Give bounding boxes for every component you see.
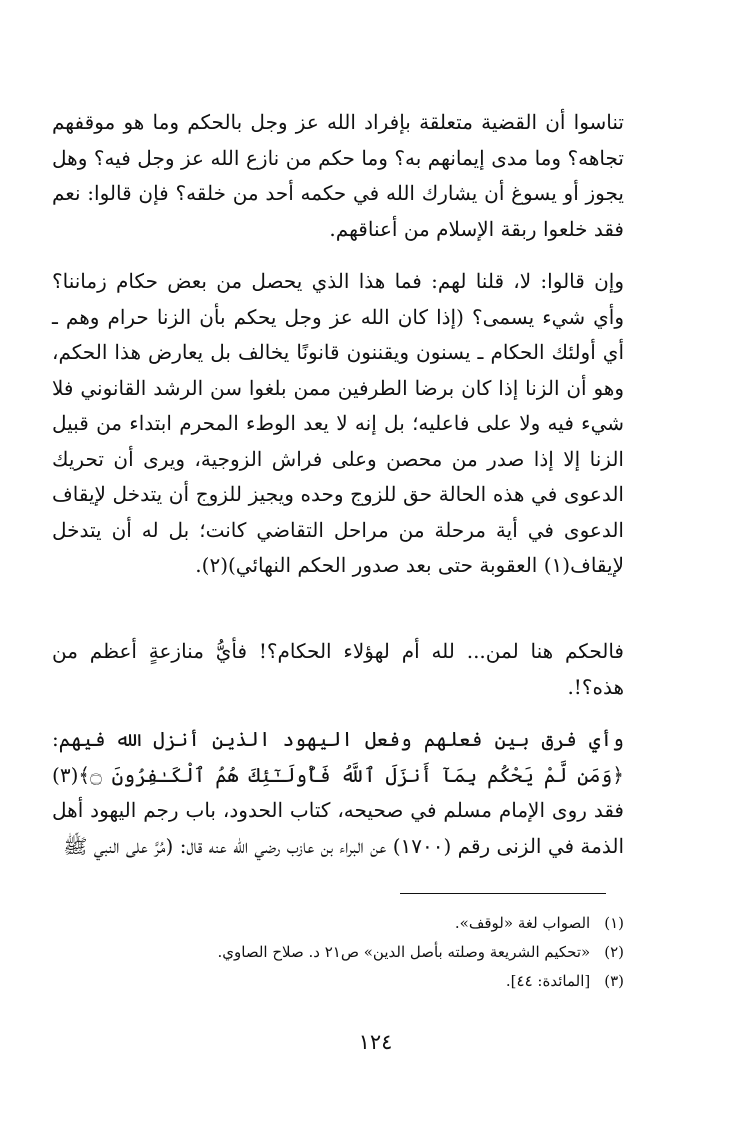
paragraph-4: وأي فرق بين فعلهم وفعل اليهود الذين أنزل الله فيهم: ﴿وَمَن لَّمْ يَحْكُم بِمَآ أَنزَلَ ٱللَّهُ فَأُولَـٰٓئِكَ هُمُ ٱلْكَـٰفِرُونَ ۝﴾(٣) فقد روى الإمام مسلم في صحيحه، كتاب الحدود، باب رجم اليهود أهل الذمة في الزنى رقم (١٧٠٠) عن البراء بن عازب رضي الله عنه قال: (مُرَّ على النبي ﷺ xyxy=(52,727,624,858)
footnote-text: الصواب لغة «لوقف». xyxy=(454,914,591,932)
paragraph-2: وإن قالوا: لا، قلنا لهم: فما هذا الذي يحصل من بعض حكام زماننا؟ وأي شيء يسمى؟ (إذا كان الله عز وجل يحكم بأن الزنا حرام وهم ـ أي أولئك الحكام ـ يسنون ويقننون قانونًا يخالف بل يعارض هذا الحكم، وهو أن الزنا إذا كان برضا الطرفين ممن بلغوا سن الرشد القانوني فلا شيء فيه ولا على فاعليه؛ بل إنه لا يعد الوطء المحرم ابتداء من قبيل الزنا إلا إذا صدر من محصن وعلى فراش الزوجية، ويرى أن تحريك الدعوى في هذه الحالة حق للزوج وحده ويجيز للزوج أن يتدخل لإيقاف الدعوى في أية مرحلة من مراحل التقاضي كانت؛ بل له أن يتدخل لإيقاف(١) العقوبة حتى بعد صدور الحكم النهائي)(٢). xyxy=(52,269,624,577)
footnote-1 xyxy=(52,909,624,938)
footnote-divider xyxy=(400,893,606,894)
footnote-number: (٣) xyxy=(604,972,624,990)
paragraph-3: فالحكم هنا لمن... لله أم لهؤلاء الحكام؟! فأيُّ منازعةٍ أعظم من هذه؟!. xyxy=(52,639,624,699)
footnote-text: «تحكيم الشريعة وصلته بأصل الدين» ص٢١ د. صلاح الصاوي. xyxy=(217,943,591,961)
page-number: ١٢٤ xyxy=(358,1030,393,1054)
paragraph-1: تناسوا أن القضية متعلقة بإفراد الله عز وجل بالحكم وما هو موقفهم تجاهه؟ وما مدى إيمانهم به؟ وما حكم من نازع الله عز وجل فيه؟ وهل يجوز أو يسوغ أن يشارك الله في حكمه أحد من خلقه؟ فإن قالوا: نعم فقد خلعوا ربقة الإسلام من أعناقهم. xyxy=(52,110,624,241)
footnote-number: (٢) xyxy=(604,943,624,961)
footnote-3 xyxy=(52,967,624,996)
footnote-number: (١) xyxy=(604,914,624,932)
footnote-2 xyxy=(52,938,624,967)
footnote-text: [المائدة: ٤٤]. xyxy=(505,972,591,990)
footnotes-list xyxy=(52,909,624,996)
